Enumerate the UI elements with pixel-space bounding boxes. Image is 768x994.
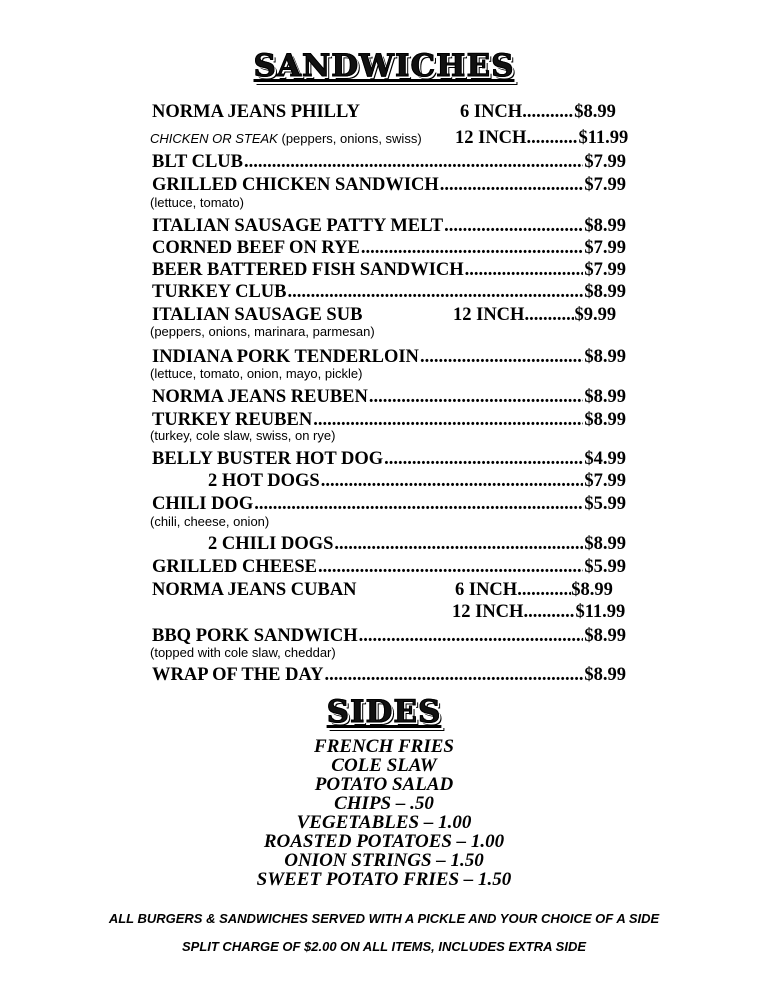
leader-dots <box>334 534 583 555</box>
turkey-reuben-description: (turkey, cole slaw, swiss, on rye) <box>150 428 336 443</box>
leader-dots <box>325 665 584 686</box>
menu-item-two-hot-dogs <box>208 470 626 492</box>
menu-item-blt-club <box>152 151 626 173</box>
philly-option-6in <box>460 101 616 123</box>
leader-dots <box>420 347 583 368</box>
menu-item-grilled-chicken <box>152 174 626 196</box>
menu-item-bbq-pork <box>152 625 626 647</box>
side-item: VEGETABLES – 1.00 <box>296 812 472 833</box>
item-price: $8.99 <box>584 282 626 302</box>
item-name: BEER BATTERED FISH SANDWICH <box>152 260 464 280</box>
menu-item-wrap <box>152 664 626 686</box>
option-size: 12 INCH <box>453 305 525 325</box>
bbq-pork-description: (topped with cole slaw, cheddar) <box>150 645 336 660</box>
menu-item-philly <box>152 101 360 123</box>
item-name: GRILLED CHICKEN SANDWICH <box>152 175 439 195</box>
sandwiches-heading: SANDWICHES <box>253 48 515 84</box>
item-price: $8.99 <box>584 387 626 407</box>
item-price: $7.99 <box>584 175 626 195</box>
leader-dots <box>526 128 578 149</box>
footer-note-sides: ALL BURGERS & SANDWICHES SERVED WITH A PICKLE AND YOUR CHOICE OF A SIDE <box>108 911 660 926</box>
side-item: COLE SLAW <box>331 755 437 776</box>
side-item: SWEET POTATO FRIES – 1.50 <box>256 869 512 890</box>
leader-dots <box>254 494 583 515</box>
menu-item-turkey-club <box>152 281 626 303</box>
item-name: BELLY BUSTER HOT DOG <box>152 449 384 469</box>
side-item: POTATO SALAD <box>314 774 454 795</box>
option-price: $8.99 <box>574 102 616 122</box>
sausage-sub-option-12in <box>453 304 616 326</box>
option-price: $8.99 <box>571 580 613 600</box>
item-price: $8.99 <box>584 626 626 646</box>
item-name: ITALIAN SAUSAGE SUB <box>152 305 363 325</box>
option-price: $9.99 <box>574 305 617 325</box>
item-name: BBQ PORK SANDWICH <box>152 626 358 646</box>
leader-dots <box>313 410 583 431</box>
leader-dots <box>321 471 584 492</box>
item-price: $8.99 <box>584 534 626 554</box>
sides-heading: SIDES <box>326 694 442 730</box>
item-price: $7.99 <box>584 238 626 258</box>
pork-tenderloin-description: (lettuce, tomato, onion, mayo, pickle) <box>150 366 363 381</box>
menu-item-grilled-cheese <box>152 556 626 578</box>
item-name: WRAP OF THE DAY <box>152 665 324 685</box>
menu-item-two-chili-dogs <box>208 533 626 555</box>
leader-dots <box>444 216 583 237</box>
item-price: $8.99 <box>584 216 626 236</box>
item-name: NORMA JEANS REUBEN <box>152 387 368 407</box>
desc-italic: CHICKEN OR STEAK <box>150 131 278 146</box>
item-name: 2 HOT DOGS <box>208 471 320 491</box>
menu-item-sausage-sub <box>152 304 362 326</box>
option-price: $11.99 <box>575 602 626 622</box>
item-price: $7.99 <box>584 471 626 491</box>
menu-item-sausage-patty-melt <box>152 215 626 237</box>
footer-note-split-charge: SPLIT CHARGE OF $2.00 ON ALL ITEMS, INCLUDES EXTRA SIDE <box>181 939 586 954</box>
leader-dots <box>369 387 584 408</box>
item-price: $8.99 <box>584 665 626 685</box>
leader-dots <box>288 282 584 303</box>
item-price: $8.99 <box>584 410 626 430</box>
item-name: BLT CLUB <box>152 152 244 172</box>
desc-text: (peppers, onions, swiss) <box>281 131 422 146</box>
item-name: GRILLED CHEESE <box>152 557 318 577</box>
item-price: $4.99 <box>584 449 626 469</box>
philly-description <box>150 131 422 146</box>
leader-dots <box>361 238 584 259</box>
leader-dots <box>440 175 584 196</box>
item-name: 2 CHILI DOGS <box>208 534 334 554</box>
option-size: 12 INCH <box>452 602 524 622</box>
option-size: 12 INCH <box>455 128 527 148</box>
menu-item-fish-sandwich <box>152 259 626 281</box>
item-name: CHILI DOG <box>152 494 254 514</box>
item-name: CORNED BEEF ON RYE <box>152 238 360 258</box>
menu-item-corned-beef <box>152 237 626 259</box>
chili-dog-description: (chili, cheese, onion) <box>150 514 270 529</box>
menu-item-hot-dog <box>152 448 626 470</box>
item-name: ITALIAN SAUSAGE PATTY MELT <box>152 216 444 236</box>
grilled-chicken-description: (lettuce, tomato) <box>150 195 244 210</box>
item-price: $8.99 <box>584 347 626 367</box>
option-price: $11.99 <box>578 128 629 148</box>
leader-dots <box>384 449 583 470</box>
leader-dots <box>522 102 574 123</box>
item-name: TURKEY CLUB <box>152 282 287 302</box>
menu-item-cuban <box>152 579 357 601</box>
leader-dots <box>244 152 583 173</box>
item-name: INDIANA PORK TENDERLOIN <box>152 347 419 367</box>
menu-item-reuben <box>152 386 626 408</box>
cuban-option-6in <box>455 579 613 601</box>
item-name: NORMA JEANS PHILLY <box>152 102 360 122</box>
item-name: NORMA JEANS CUBAN <box>152 580 357 600</box>
leader-dots <box>523 602 575 623</box>
item-price: $5.99 <box>584 557 626 577</box>
item-price: $7.99 <box>584 260 626 280</box>
cuban-option-12in <box>452 601 625 623</box>
option-size: 6 INCH <box>455 580 518 600</box>
side-item: FRENCH FRIES <box>314 736 454 757</box>
side-item: ONION STRINGS – 1.50 <box>284 850 484 871</box>
side-item: ROASTED POTATOES – 1.00 <box>263 831 505 852</box>
menu-item-chili-dog <box>152 493 626 515</box>
item-price: $5.99 <box>584 494 626 514</box>
side-item: CHIPS – .50 <box>334 793 434 814</box>
leader-dots <box>318 557 583 578</box>
leader-dots <box>465 260 584 281</box>
menu-item-pork-tenderloin <box>152 346 626 368</box>
option-size: 6 INCH <box>460 102 523 122</box>
leader-dots <box>517 580 571 601</box>
item-name: TURKEY REUBEN <box>152 410 313 430</box>
leader-dots <box>524 305 574 326</box>
item-price: $7.99 <box>584 152 626 172</box>
leader-dots <box>359 626 584 647</box>
philly-option-12in <box>455 127 628 149</box>
sausage-sub-description: (peppers, onions, marinara, parmesan) <box>150 324 375 339</box>
